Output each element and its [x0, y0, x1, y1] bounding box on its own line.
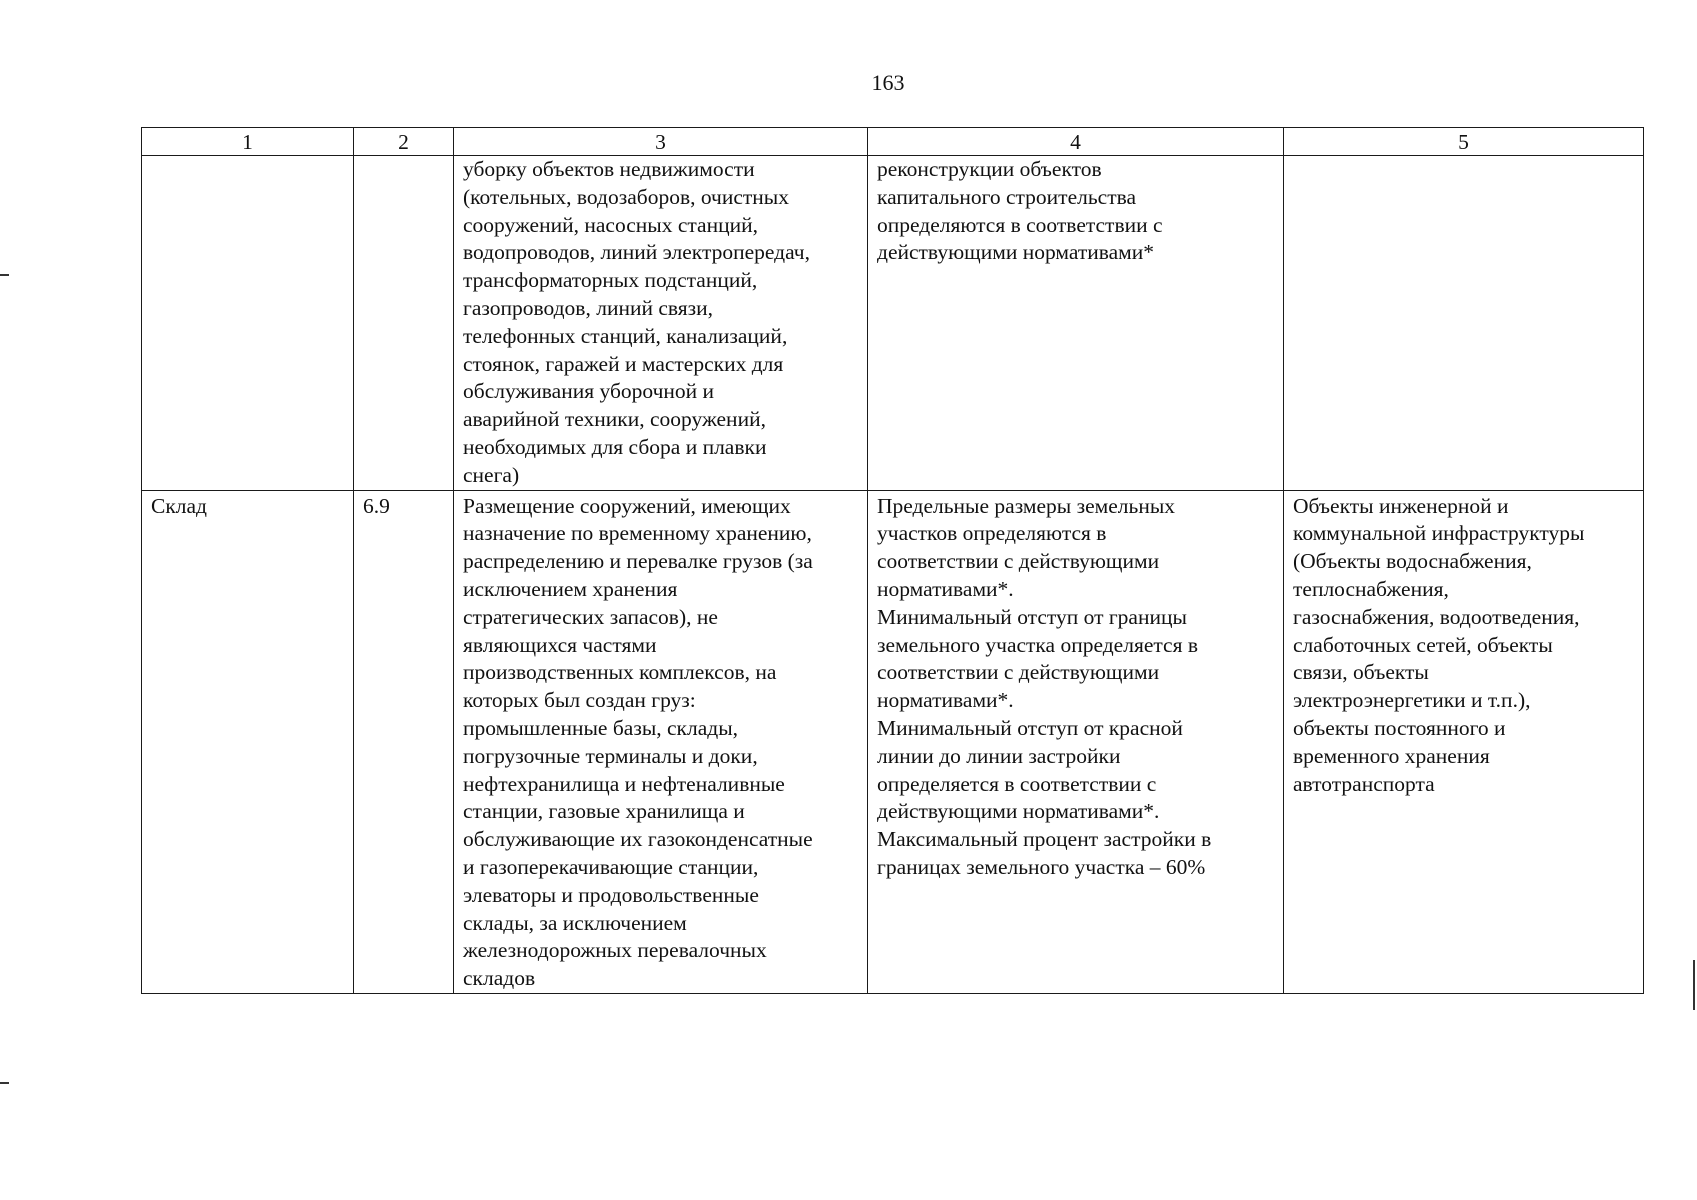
cell-use-code [354, 156, 454, 491]
scan-edge-mark [0, 1082, 9, 1084]
scan-edge-mark [0, 274, 9, 276]
cell-parameters: Предельные размеры земельных участков определяются в соответствии с действующими нормативами*. Минимальный отступ от границы земельного участка определяется в соответствии с действующими нормативами*. Минимальный отступ от красной линии до линии застройки определяется в соответствии с действующими нормативами*. Максимальный процент застройки в границах земельного участка – 60% [868, 490, 1284, 993]
header-col-5: 5 [1284, 128, 1644, 156]
header-col-1: 1 [142, 128, 354, 156]
cell-use-name [142, 156, 354, 491]
table-row-sklad [142, 490, 1644, 993]
page-number: 163 [871, 70, 905, 95]
cell-auxiliary-uses: Объекты инженерной и коммунальной инфраструктуры (Объекты водоснабжения, теплоснабжения, газоснабжения, водоотведения, слаботочных сетей, объекты связи, объекты электроэнергетики и т.п.), объекты постоянного и временного хранения автотранспорта [1284, 490, 1644, 993]
header-col-2: 2 [354, 128, 454, 156]
cell-parameters: реконструкции объектов капитального строительства определяются в соответствии с действующими нормативами* [868, 156, 1284, 491]
zoning-table [141, 127, 1644, 994]
header-col-4: 4 [868, 128, 1284, 156]
table-header-row [142, 128, 1644, 156]
cell-use-description: уборку объектов недвижимости (котельных, водозаборов, очистных сооружений, насосных станций, водопроводов, линий электропередач, трансформаторных подстанций, газопроводов, линий связи, телефонных станций, канализаций, стоянок, гаражей и мастерских для обслуживания уборочной и аварийной техники, сооружений, необходимых для сбора и плавки снега) [454, 156, 868, 491]
cell-use-description: Размещение сооружений, имеющих назначение по временному хранению, распределению и перевалке грузов (за исключением хранения стратегических запасов), не являющихся частями производственных комплексов, на которых был создан груз: промышленные базы, склады, погрузочные терминалы и доки, нефтехранилища и нефтеналивные станции, газовые хранилища и обслуживающие их газоконденсатные и газоперекачивающие станции, элеваторы и продовольственные склады, за исключением железнодорожных перевалочных складов [454, 490, 868, 993]
cell-use-code: 6.9 [354, 490, 454, 993]
cell-use-name: Склад [142, 490, 354, 993]
table-row-continuation [142, 156, 1644, 491]
header-col-3: 3 [454, 128, 868, 156]
cell-auxiliary-uses [1284, 156, 1644, 491]
scan-edge-mark [1693, 960, 1695, 1010]
